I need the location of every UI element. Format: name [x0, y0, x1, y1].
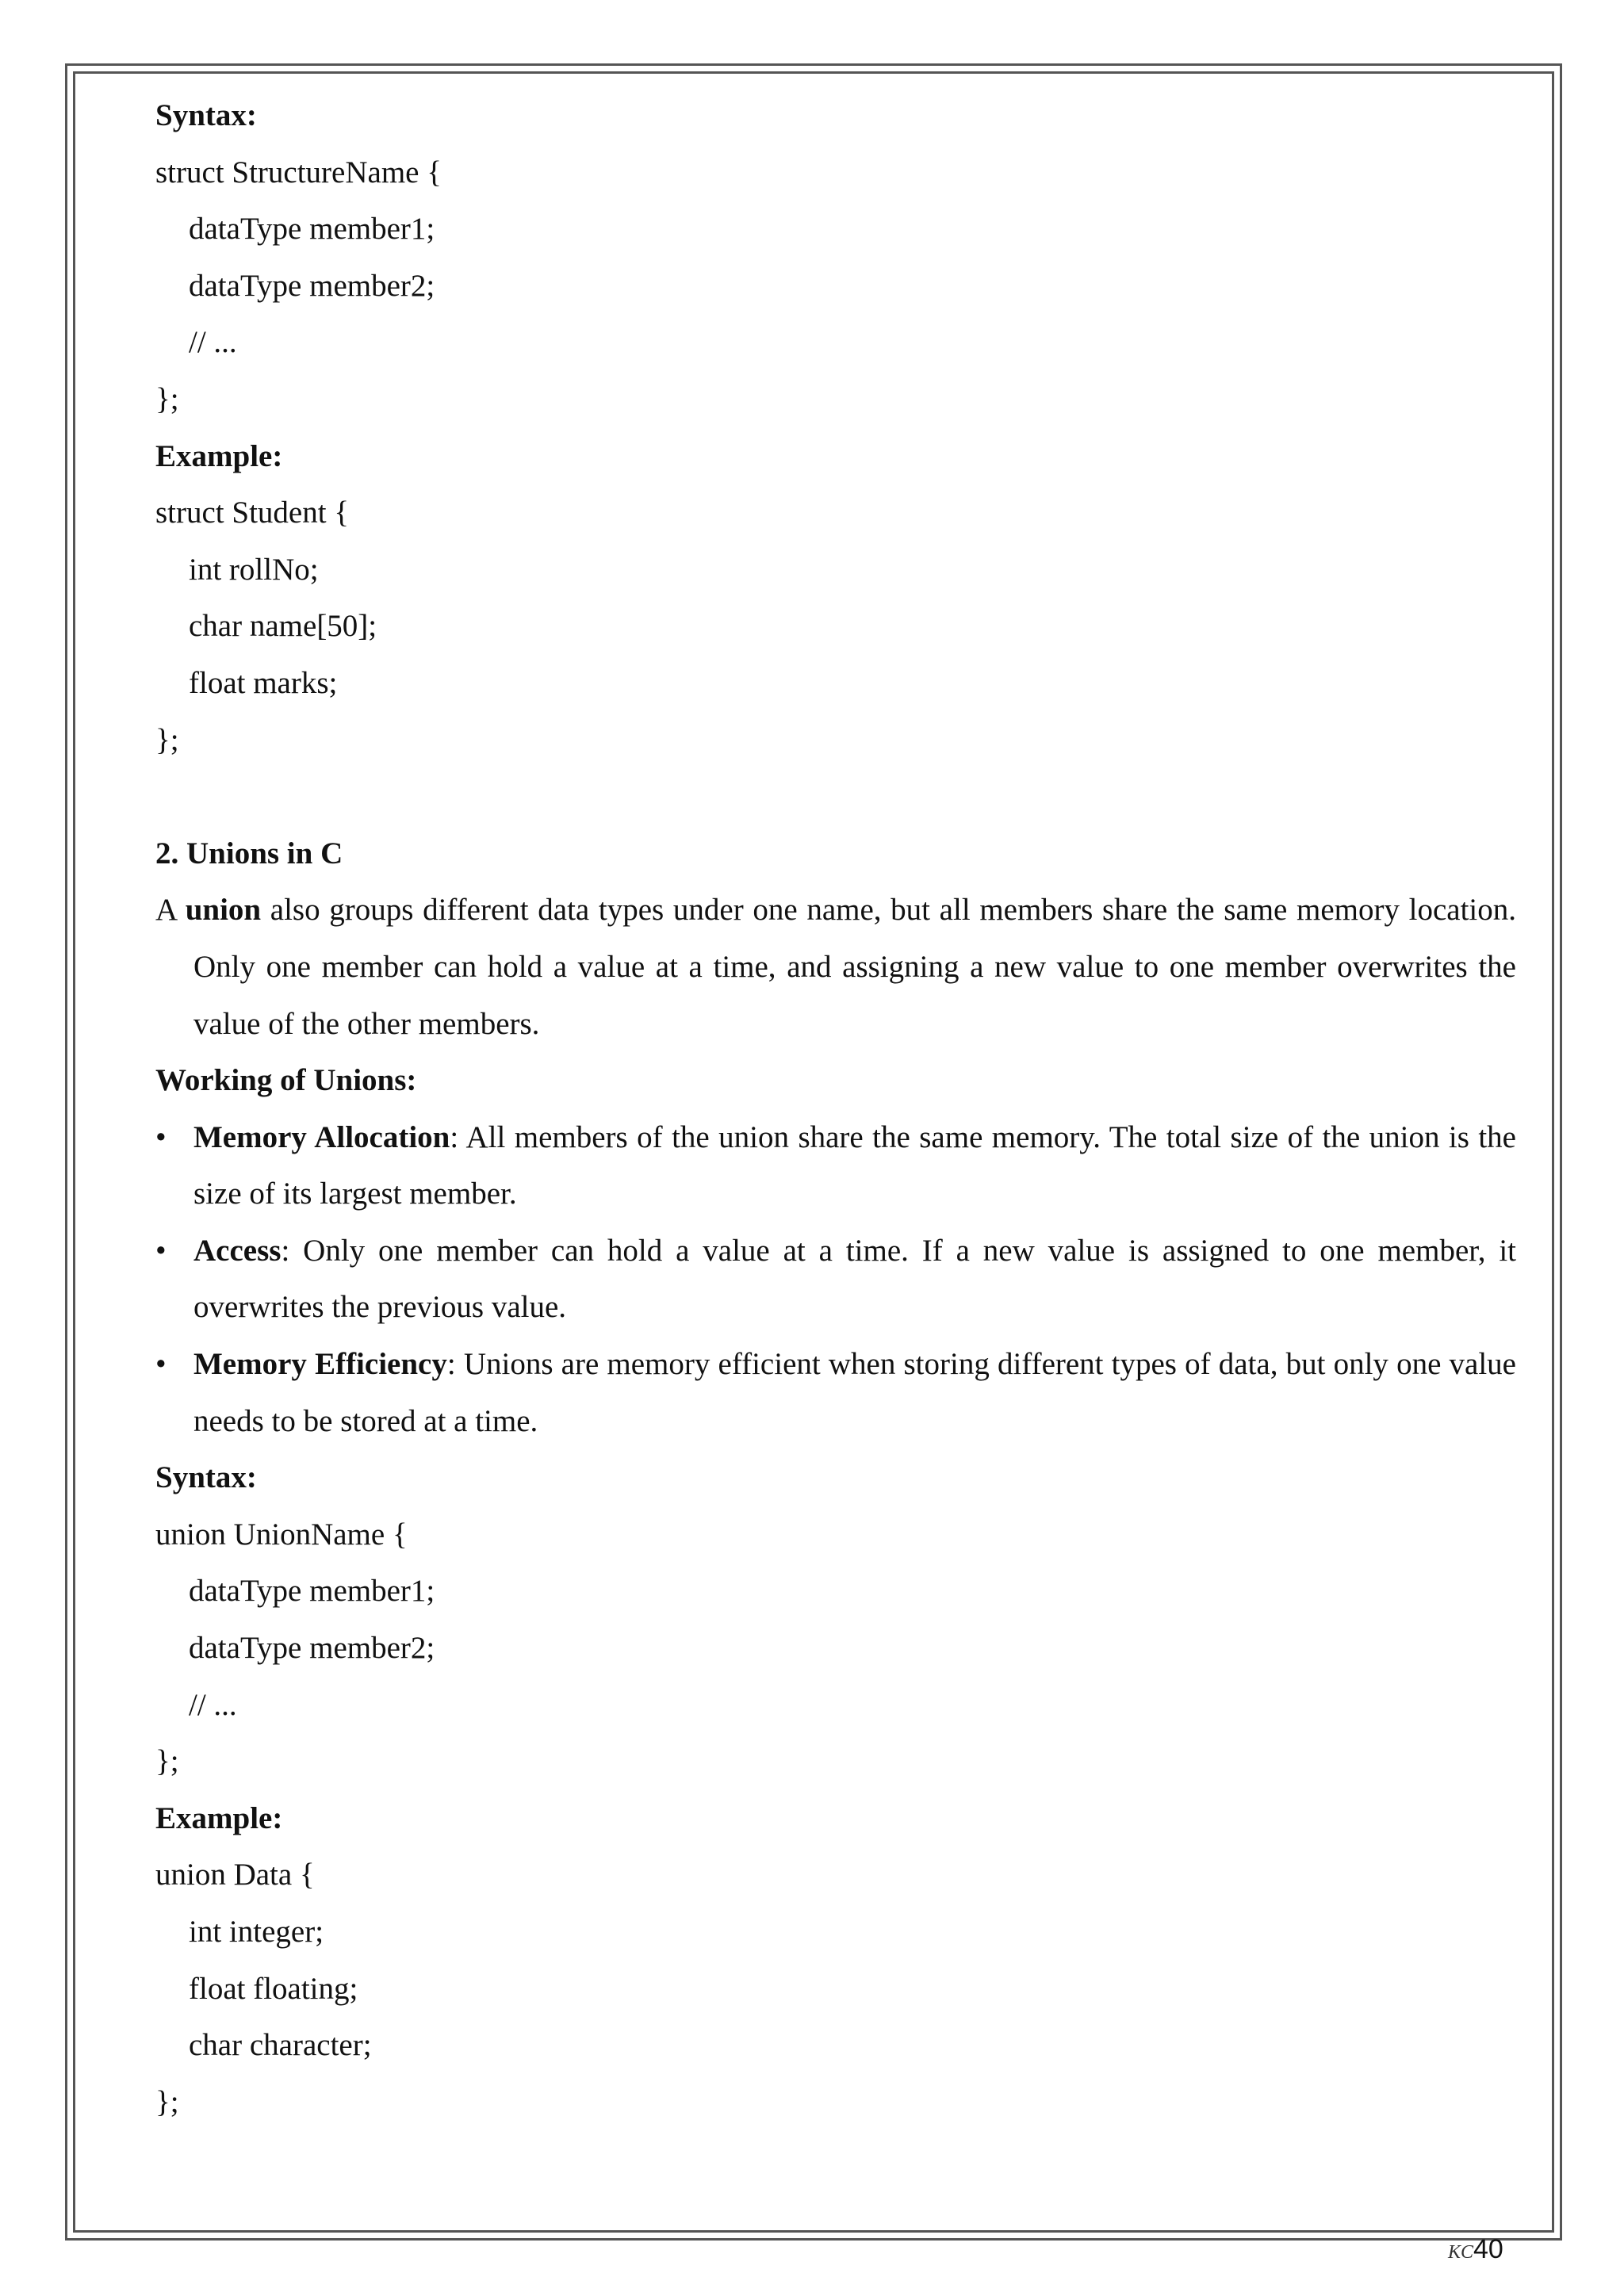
code-line: int integer;: [189, 1915, 324, 1949]
code-line: };: [155, 1744, 179, 1779]
union-example-heading: Example:: [155, 1800, 283, 1835]
spacer: [155, 768, 1516, 825]
union-intro-paragraph: [155, 882, 1516, 1052]
working-heading: Working of Unions:: [155, 1063, 417, 1098]
bullet-term: Access: [193, 1233, 282, 1268]
bullet-text: : All members of the union share the same memory. The total size of the union is the size of its largest member.: [193, 1119, 1516, 1211]
bullet-term: Memory Efficiency: [193, 1347, 447, 1382]
code-line: float marks;: [189, 665, 338, 700]
code-line: char name[50];: [189, 609, 377, 644]
code-line: };: [155, 381, 179, 416]
bullet-text: : Unions are memory efficient when storing different types of data, but only one value needs to be stored at a time.: [193, 1347, 1516, 1438]
page-number: 40: [1473, 2234, 1503, 2264]
list-item: [155, 1223, 1516, 1336]
list-item: [155, 1109, 1516, 1223]
code-line: // ...: [189, 325, 237, 360]
code-line: struct StructureName {: [155, 155, 442, 189]
bullet-icon: •: [155, 1119, 167, 1154]
intro-prefix: A: [155, 893, 186, 928]
code-line: char character;: [189, 2028, 372, 2063]
bullet-icon: •: [155, 1233, 167, 1268]
code-line: // ...: [189, 1687, 237, 1722]
union-syntax-heading: Syntax:: [155, 1460, 257, 1495]
list-item: [155, 1336, 1516, 1449]
bullet-term: Memory Allocation: [193, 1119, 450, 1154]
code-line: };: [155, 2084, 179, 2119]
code-line: };: [155, 722, 179, 757]
intro-text: also groups different data types under one name, but all members share the same memory location. Only one member can hold a value at a time, and assigning a new value to one member overwrites the value of the other members.: [193, 893, 1517, 1041]
code-line: union Data {: [155, 1858, 315, 1892]
page-content: [155, 87, 1516, 2130]
bullet-text: : Only one member can hold a value at a time. If a new value is assigned to one member, it overwrites the previous value.: [193, 1233, 1516, 1325]
bullet-icon: •: [155, 1347, 167, 1382]
author-logo: KC: [1448, 2242, 1474, 2263]
page-footer: [1448, 2234, 1503, 2265]
code-line: dataType member2;: [189, 1631, 435, 1666]
intro-bold-term: union: [185, 893, 262, 928]
code-line: dataType member1;: [189, 1574, 435, 1609]
code-line: float floating;: [189, 1971, 358, 2006]
struct-syntax-heading: Syntax:: [155, 98, 257, 132]
code-line: dataType member1;: [189, 212, 435, 247]
struct-example-heading: Example:: [155, 438, 283, 473]
code-line: union UnionName {: [155, 1517, 408, 1552]
code-line: struct Student {: [155, 496, 350, 530]
section-title: 2. Unions in C: [155, 836, 343, 871]
code-line: dataType member2;: [189, 268, 435, 303]
code-line: int rollNo;: [189, 552, 319, 587]
